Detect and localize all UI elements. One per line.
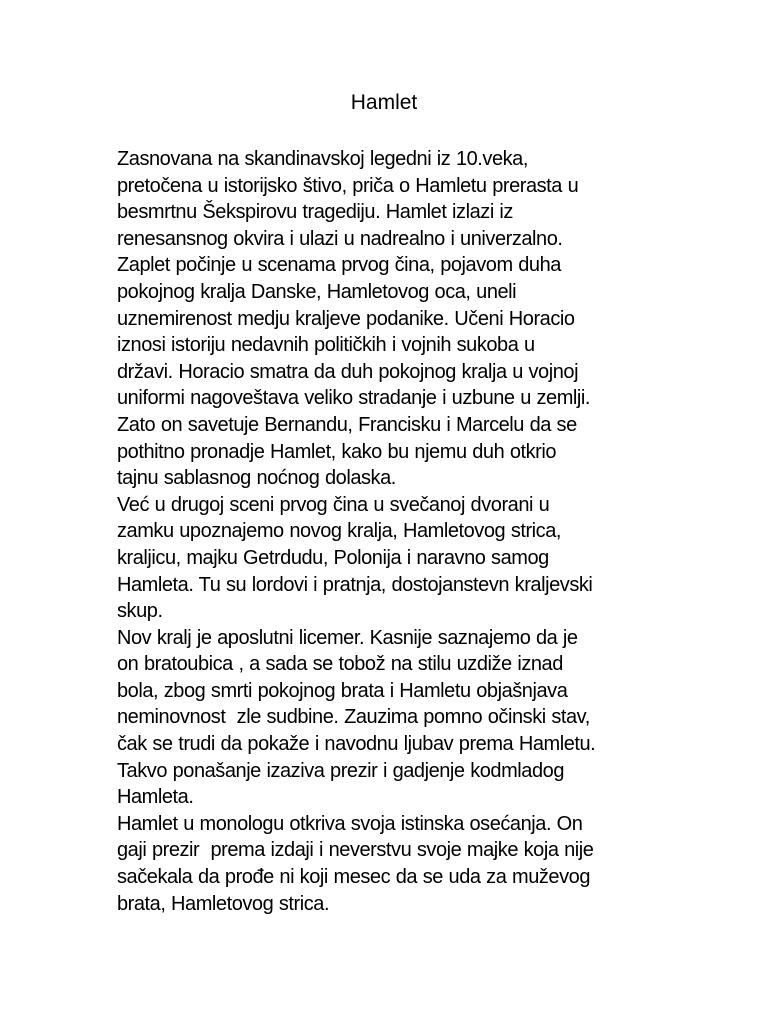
- body-line: skup.: [117, 600, 163, 623]
- body-line: sačekala da prođe ni koji mesec da se uda za muževog: [117, 866, 590, 889]
- body-line: tajnu sablasnog noćnog dolaska.: [117, 467, 396, 490]
- body-line: neminovnost zle sudbine. Zauzima pomno očinski stav,: [117, 706, 590, 729]
- body-line: Zaplet počinje u scenama prvog čina, pojavom duha: [117, 254, 561, 277]
- body-line: pothitno pronadje Hamlet, kako bu njemu duh otkrio: [117, 440, 557, 463]
- body-line: zamku upoznajemo novog kralja, Hamletovog strica,: [117, 520, 562, 543]
- body-line: renesansnog okvira i ulazi u nadrealno i univerzalno.: [117, 227, 563, 250]
- body-line: Hamleta. Tu su lordovi i pratnja, dostojanstevn kraljevski: [117, 573, 593, 596]
- body-line: Takvo ponašanje izaziva prezir i gadjenje kodmladog: [117, 759, 564, 782]
- body-line: gaji prezir prema izdaji i neverstvu svoje majke koja nije: [117, 839, 594, 862]
- body-line: Zasnovana na skandinavskoj legedni iz 10.veka,: [117, 148, 528, 170]
- body-line: Već u drugoj sceni prvog čina u svečanoj dvorani u: [117, 493, 550, 516]
- body-line: državi. Horacio smatra da duh pokojnog kralja u vojnoj: [117, 360, 579, 383]
- body-line: uniformi nagoveštava veliko stradanje i uzbune u zemlji.: [117, 387, 591, 410]
- body-line: čak se trudi da pokaže i navodnu ljubav prema Hamletu.: [117, 733, 596, 756]
- body-line: Nov kralj je aposlutni licemer. Kasnije saznajemo da je: [117, 626, 578, 649]
- body-line: Zato on savetuje Bernandu, Francisku i Marcelu da se: [117, 413, 577, 436]
- document-body: [117, 146, 677, 917]
- body-line: uznemirenost medju kraljeve podanike. Učeni Horacio: [117, 307, 575, 330]
- body-line: Hamlet u monologu otkriva svoja istinska osećanja. On: [117, 812, 583, 835]
- body-line: pokojnog kralja Danske, Hamletovog oca, uneli: [117, 280, 517, 303]
- body-line: besmrtnu Šekspirovu tragediju. Hamlet izlazi iz: [117, 201, 513, 224]
- body-line: kraljicu, majku Getrdudu, Polonija i naravno samog: [117, 546, 549, 569]
- body-line: pretočena u istorijsko štivo, priča o Hamletu prerasta u: [117, 174, 579, 197]
- body-line: iznosi istoriju nedavnih političkih i vojnih sukoba u: [117, 334, 535, 357]
- body-line: brata, Hamletovog strica.: [117, 892, 330, 915]
- body-line: Hamleta.: [117, 786, 194, 809]
- document-title: Hamlet: [350, 91, 418, 114]
- body-line: on bratoubica , a sada se tobož na stilu uzdiže iznad: [117, 653, 563, 676]
- body-line: bola, zbog smrti pokojnog brata i Hamletu objašnjava: [117, 679, 568, 702]
